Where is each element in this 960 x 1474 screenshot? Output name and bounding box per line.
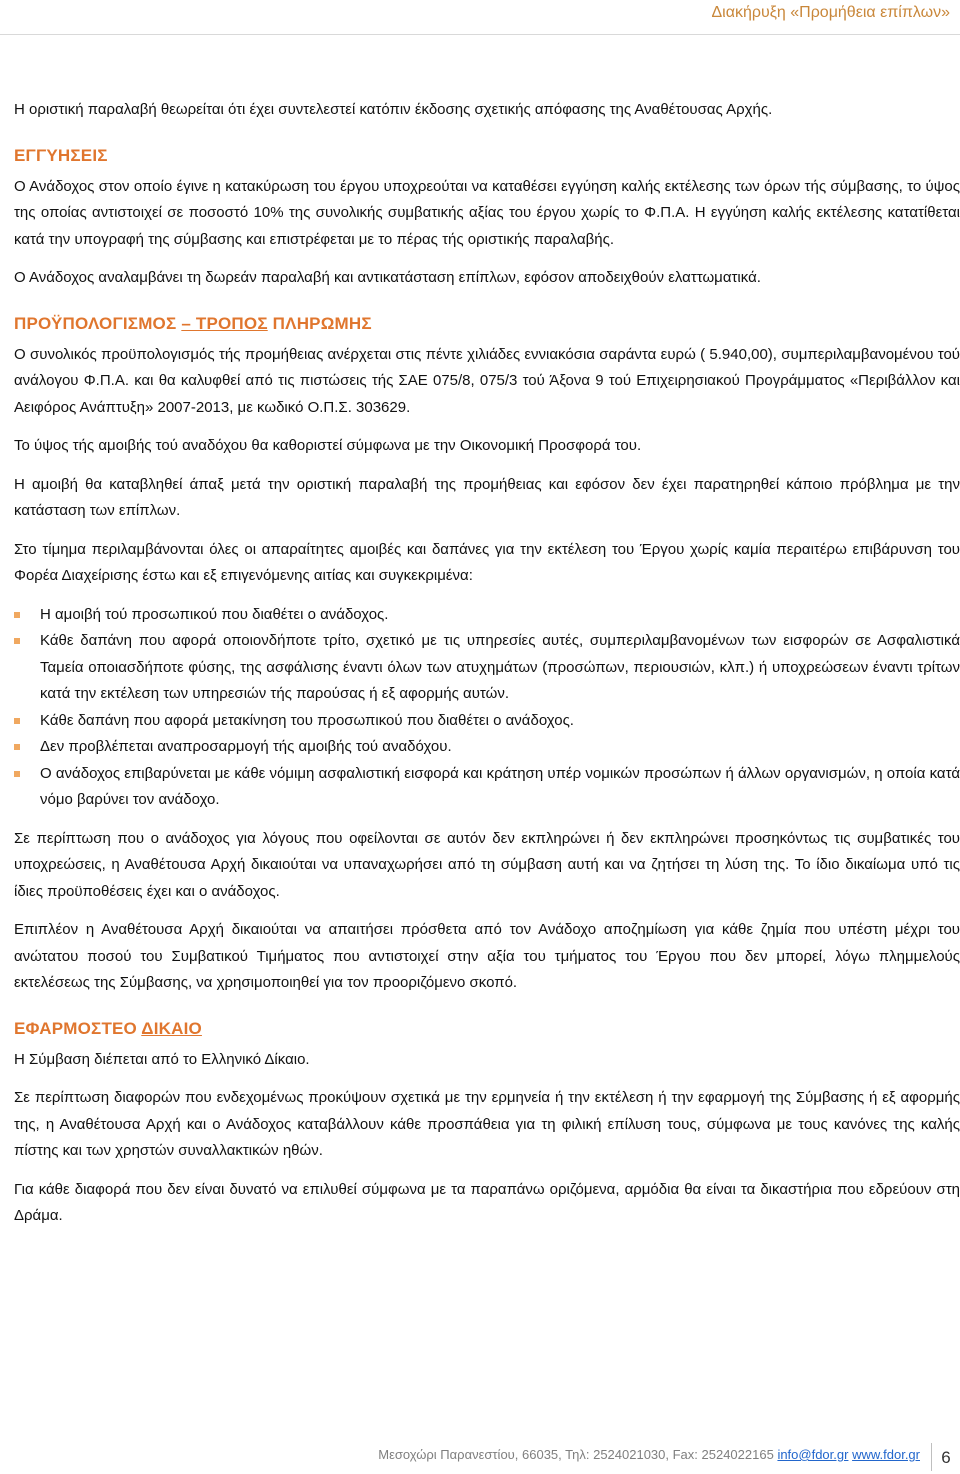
law-paragraph-2: Σε περίπτωση διαφορών που ενδεχομένως προκύψουν σχετικά με την ερμηνεία ή την εκτέλεση ή την εφαρμογή της Σύμβασης ή εξ αφορμής της, η Αναθέτουσα Αρχή και ο Ανάδοχος καταβάλλουν κάθε προσπάθεια για τη φιλική επίλυση τους, σύμφωνα με τους κανόνες της καλής πίστης και των χρηστών συναλλακτικών ηθών. xyxy=(14,1089,960,1159)
budget-paragraph-3: Η αμοιβή θα καταβληθεί άπαξ μετά την οριστική παραλαβή της προμήθειας και εφόσον δεν έχει παρατηρηθεί κάποιο πρόβλημα με την κατάσταση των επίπλων. xyxy=(14,475,960,519)
list-item: Κάθε δαπάνη που αφορά οποιονδήποτε τρίτο, σχετικό με τις υπηρεσίες αυτές, συμπεριλαμβανομένων των εισφορών σε Ασφαλιστικά Ταμεία οποιασδήποτε φύσης, της ασφάλισης έναντι όλων των ατυχημάτων (προσώπων, περιουσιών, κλπ.) ή υποχρεώσεων έναντι τρίτων κατά την εκτέλεση των υπηρεσιών τής παρούσας ή εξ αφορμής αυτών. xyxy=(14,628,960,708)
document-header-title: Διακήρυξη «Προμήθεια επίπλων» xyxy=(711,4,950,21)
square-bullet-icon xyxy=(14,612,20,618)
heading-budget-part-2: – ΤΡΟΠΟΣ xyxy=(181,313,268,333)
guarantee-paragraph-1: Ο Ανάδοχος στον οποίο έγινε η κατακύρωση του έργου υποχρεούται να καταθέσει εγγύηση καλής εκτέλεσης των όρων τής σύμβασης, το ύψος της οποίας αντιστοιχεί σε ποσοστό 10% της συνολικής συμβατικής αξίας του έργου χωρίς το Φ.Π.Α. Η εγγύηση καλής εκτέλεσης κατατίθεται κατά την υπογραφή της σύμβασης και επιστρέφεται με το πέρας τής οριστικής παραλαβής. xyxy=(14,177,960,248)
heading-guarantees: ΕΓΓΥΗΣΕΙΣ xyxy=(14,145,108,165)
compensation-paragraph: Επιπλέον η Αναθέτουσα Αρχή δικαιούται να απαιτήσει πρόσθετα από τον Ανάδοχο αποζημίωση για κάθε ζημία που υπέστη μέχρι του ανώτατου ποσού του Συμβατικού Τιμήματος που αντιστοιχεί στην αξία του τμήματος του Έργου που δεν μπορεί, λόγω πλημμελούς εκτελέσεως της Σύμβασης, να χρησιμοποιηθεί για τον προοριζόμενο σκοπό. xyxy=(14,921,960,991)
heading-budget-part-1: ΠΡΟΫΠΟΛΟΓΙΣΜΟΣ xyxy=(14,313,182,333)
footer-website-link[interactable]: www.fdor.gr xyxy=(852,1447,920,1462)
heading-budget-part-3: ΠΛΗΡΩΜΗΣ xyxy=(267,313,372,333)
law-paragraph-3: Για κάθε διαφορά που δεν είναι δυνατό να επιλυθεί σύμφωνα με τα παραπάνω οριζόμενα, αρμόδια θα είναι τα δικαστήρια που εδρεύουν στη Δράμα. xyxy=(14,1180,960,1224)
cost-items-list xyxy=(14,602,960,814)
list-item: Δεν προβλέπεται αναπροσαρμογή τής αμοιβής τού αναδόχου. xyxy=(14,734,960,761)
footer-email-link[interactable]: info@fdor.gr xyxy=(777,1447,849,1462)
budget-paragraph-1: Ο συνολικός προϋπολογισμός τής προμήθειας ανέρχεται στις πέντε χιλιάδες εννιακόσια σαράντα ευρώ ( 5.940,00), συμπεριλαμβανομένου τού ανάλογου Φ.Π.Α. και θα καλυφθεί από τις πιστώσεις τής ΣΑΕ 075/8, 075/3 τού Άξονα 9 τού Επιχειρησιακού Προγράμματος «Περιβάλλον και Αειφόρος Ανάπτυξη» 2007-2013, με κωδικό Ο.Π.Σ. 303629. xyxy=(14,345,960,416)
square-bullet-icon xyxy=(14,744,20,750)
footer-contact xyxy=(378,1447,920,1462)
heading-law-part-1: ΕΦΑΡΜΟΣΤΕΟ xyxy=(14,1018,142,1038)
guarantee-paragraph-2: Ο Ανάδοχος αναλαμβάνει τη δωρεάν παραλαβή και αντικατάσταση επίπλων, εφόσον αποδειχθούν ελαττωματικά. xyxy=(14,269,761,286)
list-item: Η αμοιβή τού προσωπικού που διαθέτει ο ανάδοχος. xyxy=(14,602,960,629)
document-body xyxy=(14,97,960,1230)
page-number: 6 xyxy=(931,1443,960,1471)
header-divider xyxy=(0,34,960,35)
document-footer xyxy=(0,1443,960,1474)
footer-address: Μεσοχώρι Παρανεστίου, 66035, Τηλ: 2524021030, Fax: 2524022165 xyxy=(378,1447,774,1462)
heading-law-part-2: ΔΙΚΑΙΟ xyxy=(141,1018,202,1038)
law-paragraph-1: Η Σύμβαση διέπεται από το Ελληνικό Δίκαιο. xyxy=(14,1050,310,1068)
budget-paragraph-2: Το ύψος τής αμοιβής τού αναδόχου θα καθοριστεί σύμφωνα με την Οικονομική Προσφορά του. xyxy=(14,437,642,454)
square-bullet-icon xyxy=(14,771,20,777)
heading-budget xyxy=(14,310,960,338)
list-item: Ο ανάδοχος επιβαρύνεται με κάθε νόμιμη ασφαλιστική εισφορά και κράτηση υπέρ νομικών προσώπων ή άλλων οργανισμών, η οποία κατά νόμο βαρύνει τον ανάδοχο. xyxy=(14,761,960,814)
square-bullet-icon xyxy=(14,638,20,644)
list-item: Κάθε δαπάνη που αφορά μετακίνηση του προσωπικού που διαθέτει ο ανάδοχος. xyxy=(14,708,960,735)
termination-paragraph: Σε περίπτωση που ο ανάδοχος για λόγους που οφείλονται σε αυτόν δεν εκπληρώνει ή δεν εκπληρώνει προσηκόντως τις συμβατικές του υποχρεώσεις, η Αναθέτουσα Αρχή δικαιούται να υπαναχωρήσει από τη σύμβαση αυτή και να ζητήσει τη λύση της. Το ίδιο δικαίωμα υπό τις ίδιες προϋποθέσεις έχει και ο ανάδοχος. xyxy=(14,829,960,900)
square-bullet-icon xyxy=(14,718,20,724)
intro-paragraph: Η οριστική παραλαβή θεωρείται ότι έχει συντελεστεί κατόπιν έκδοσης σχετικής απόφασης της Αναθέτουσας Αρχής. xyxy=(14,101,773,118)
budget-paragraph-4: Στο τίμημα περιλαμβάνονται όλες οι απαραίτητες αμοιβές και δαπάνες για την εκτέλεση του Έργου χωρίς καμία περαιτέρω επιβάρυνση του Φορέα Διαχείρισης έστω και εξ επιγενόμενης αιτίας και συγκεκριμένα: xyxy=(14,540,960,584)
heading-applicable-law xyxy=(14,1015,960,1043)
